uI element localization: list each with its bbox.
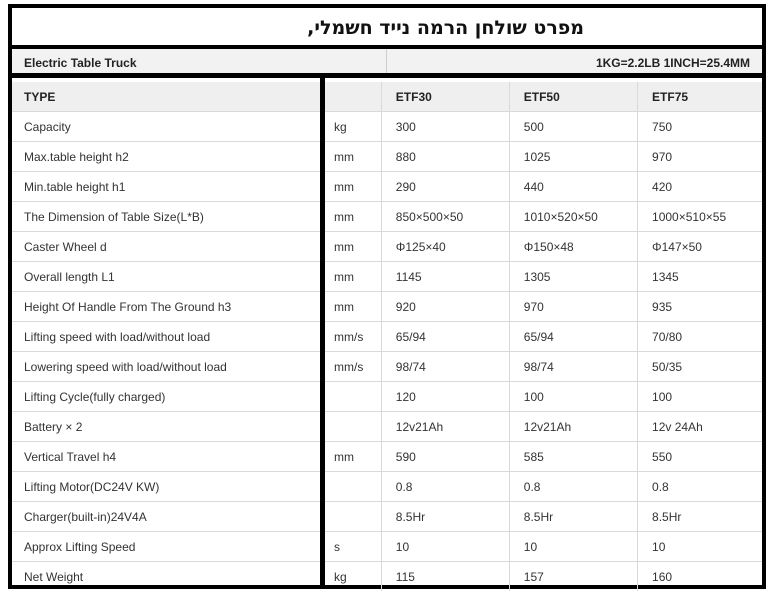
spec-unit: mm [321, 292, 381, 322]
table-row [12, 292, 762, 322]
spec-label: Approx Lifting Speed [12, 532, 316, 562]
subheader-separator [386, 49, 387, 73]
spec-unit: mm [321, 172, 381, 202]
type-header: TYPE [12, 82, 316, 112]
spec-value: 65/94 [509, 322, 637, 352]
model-header: ETF30 [381, 82, 509, 112]
spec-value: 1010×520×50 [509, 202, 637, 232]
table-row [12, 112, 762, 142]
spec-label: Capacity [12, 112, 316, 142]
spec-value: 550 [638, 442, 762, 472]
spec-value: 10 [381, 532, 509, 562]
spec-value: 970 [509, 292, 637, 322]
table-row [12, 532, 762, 562]
spec-value: 920 [381, 292, 509, 322]
spec-unit [321, 412, 381, 442]
spec-unit: mm [321, 142, 381, 172]
spec-value: 300 [381, 112, 509, 142]
spec-value: 115 [381, 562, 509, 592]
spec-unit: kg [321, 562, 381, 592]
unit-conversion-note: 1KG=2.2LB 1INCH=25.4MM [595, 56, 750, 70]
table-row [12, 262, 762, 292]
spec-unit [321, 472, 381, 502]
spec-unit: s [321, 532, 381, 562]
spec-label: Charger(built-in)24V4A [12, 502, 316, 532]
product-name: Electric Table Truck [24, 56, 137, 70]
spec-unit [321, 502, 381, 532]
table-row [12, 382, 762, 412]
column-divider [320, 78, 325, 589]
table-row [12, 322, 762, 352]
spec-value: 290 [381, 172, 509, 202]
spec-label: Lifting Motor(DC24V KW) [12, 472, 316, 502]
spec-value: Φ125×40 [381, 232, 509, 262]
spec-value: 10 [509, 532, 637, 562]
spec-value: 935 [638, 292, 762, 322]
spec-label: Lifting speed with load/without load [12, 322, 316, 352]
table-row [12, 412, 762, 442]
spec-value: 157 [509, 562, 637, 592]
table-row [12, 442, 762, 472]
spec-unit [321, 382, 381, 412]
spec-unit: mm/s [321, 322, 381, 352]
spec-unit: mm [321, 202, 381, 232]
spec-value: 0.8 [381, 472, 509, 502]
table-row [12, 202, 762, 232]
spec-value: 8.5Hr [638, 502, 762, 532]
spec-value: 590 [381, 442, 509, 472]
spec-label: Vertical Travel h4 [12, 442, 316, 472]
spec-value: 0.8 [509, 472, 637, 502]
spec-value: 12v 24Ah [638, 412, 762, 442]
spec-value: 970 [638, 142, 762, 172]
spec-unit: mm [321, 232, 381, 262]
spec-unit: mm/s [321, 352, 381, 382]
spec-unit: mm [321, 262, 381, 292]
spec-value: 160 [652, 569, 673, 584]
spec-value: 440 [509, 172, 637, 202]
table-row [12, 142, 762, 172]
spec-value: 65/94 [381, 322, 509, 352]
spec-label: The Dimension of Table Size(L*B) [12, 202, 316, 232]
table-row [12, 352, 762, 382]
spec-value: 100 [638, 382, 762, 412]
spec-value: 750 [638, 112, 762, 142]
spec-label: Min.table height h1 [12, 172, 316, 202]
spec-label: Lifting Cycle(fully charged) [12, 382, 316, 412]
spec-value: 1145 [381, 262, 509, 292]
spec-value: 850×500×50 [381, 202, 509, 232]
subheader-bar [12, 49, 762, 78]
table-row [12, 502, 762, 532]
spec-value: 1345 [638, 262, 762, 292]
spec-value: Φ147×50 [638, 232, 762, 262]
table-row [12, 472, 762, 502]
spec-label: Lowering speed with load/without load [12, 352, 316, 382]
spec-label: Overall length L1 [12, 262, 316, 292]
spec-unit: kg [321, 112, 381, 142]
model-header: ETF75 [638, 82, 762, 112]
spec-value: 10 [638, 532, 762, 562]
spec-value: 8.5Hr [509, 502, 637, 532]
spec-value: 120 [381, 382, 509, 412]
spec-value: 8.5Hr [381, 502, 509, 532]
spec-value: 98/74 [381, 352, 509, 382]
spec-value: 70/80 [638, 322, 762, 352]
page-title: מפרט שולחן הרמה נייד חשמלי, [307, 17, 584, 39]
spec-sheet-frame [8, 4, 766, 589]
spec-value: 50/35 [638, 352, 762, 382]
spec-label: Caster Wheel d [12, 232, 316, 262]
spec-label: Max.table height h2 [12, 142, 316, 172]
spec-value: 98/74 [509, 352, 637, 382]
spec-table [12, 82, 762, 591]
spec-unit: mm [321, 442, 381, 472]
model-header: ETF50 [509, 82, 637, 112]
table-row [12, 562, 762, 592]
spec-value: 500 [509, 112, 637, 142]
spec-value: 0.8 [638, 472, 762, 502]
spec-value: 1000×510×55 [638, 202, 762, 232]
table-header-row [12, 82, 762, 112]
spec-value: 100 [509, 382, 637, 412]
table-row [12, 232, 762, 262]
spec-value: 12v21Ah [381, 412, 509, 442]
spec-value: 1305 [509, 262, 637, 292]
spec-value: 585 [509, 442, 637, 472]
spec-label: Net Weight [24, 569, 84, 584]
spec-table-body [12, 82, 762, 591]
spec-value: 12v21Ah [509, 412, 637, 442]
spec-label: Height Of Handle From The Ground h3 [12, 292, 316, 322]
spec-label: Battery × 2 [12, 412, 316, 442]
spec-value: Φ150×48 [509, 232, 637, 262]
spec-value: 420 [638, 172, 762, 202]
spec-value: 1025 [509, 142, 637, 172]
spec-value: 880 [381, 142, 509, 172]
table-row [12, 172, 762, 202]
title-bar [12, 8, 762, 49]
unit-header [321, 82, 381, 112]
